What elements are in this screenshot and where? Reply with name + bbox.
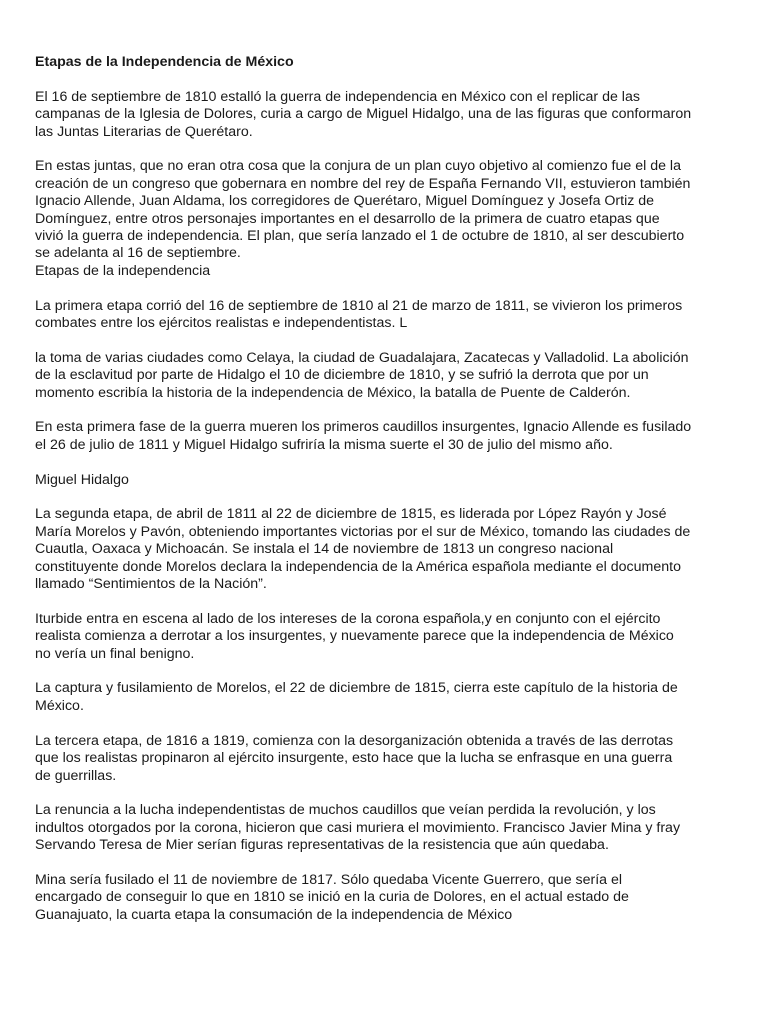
- section-heading-etapas: [35, 263, 735, 280]
- text-line: Ignacio Allende, Juan Aldama, los corregidores de Querétaro, Miguel Domínguez y Josefa Ortiz de: [35, 193, 655, 210]
- text-line: constituyente donde Morelos declara la independencia de la América española mediante el documento: [35, 558, 681, 575]
- text-line: las Juntas Literarias de Querétaro.: [35, 123, 253, 140]
- paragraph-11: [35, 872, 735, 924]
- text-line: Iturbide entra en escena al lado de los intereses de la corona española,y en conjunto con el ejército: [35, 610, 661, 627]
- text-line: indultos otorgados por la corona, hicieron que casi muriera el movimiento. Francisco Javier Mina y fray: [35, 819, 681, 836]
- caption-miguel-hidalgo: [35, 472, 735, 489]
- paragraph-4: [35, 350, 735, 402]
- text-line: realista comienza a derrotar a los insurgentes, y nuevamente parece que la independencia de México: [35, 628, 674, 645]
- text-line: de guerrillas.: [35, 767, 117, 784]
- text-line: momento escribía la historia de la independencia de México, la batalla de Puente de Calderón.: [35, 384, 631, 401]
- text-line: de la esclavitud por parte de Hidalgo el 10 de diciembre de 1810, y se sufrió la derrota que por un: [35, 367, 649, 384]
- text-line: Domínguez, entre otros personajes importantes en el desarrollo de la primera de cuatro etapas que: [35, 210, 660, 227]
- text-line: Servando Teresa de Mier serían figuras representativas de la resistencia que aún quedaba.: [35, 837, 609, 854]
- text-line: En estas juntas, que no eran otra cosa que la conjura de un plan cuyo objetivo al comienzo fue el de la: [35, 158, 681, 175]
- text-line: vivió la guerra de independencia. El plan, que sería lanzado el 1 de octubre de 1810, al ser descubierto: [35, 228, 685, 245]
- paragraph-3: [35, 298, 735, 333]
- text-line: la toma de varias ciudades como Celaya, la ciudad de Guadalajara, Zacatecas y Valladolid. La abolición: [35, 349, 689, 366]
- text-line: no vería un final benigno.: [35, 645, 195, 662]
- text-line: combates entre los ejércitos realistas e independentistas. L: [35, 315, 408, 332]
- paragraph-8: [35, 680, 735, 715]
- document-title: Etapas de la Independencia de México: [35, 54, 294, 70]
- paragraph-2: [35, 158, 735, 262]
- text-line: Etapas de la independencia: [35, 262, 211, 279]
- text-line: La segunda etapa, de abril de 1811 al 22 de diciembre de 1815, es liderada por López Rayón y José: [35, 506, 667, 523]
- text-line: Miguel Hidalgo: [35, 471, 129, 488]
- text-line: Cuautla, Oaxaca y Michoacán. Se instala el 14 de noviembre de 1813 un congreso nacional: [35, 541, 614, 558]
- text-line: campanas de la Iglesia de Dolores, curia a cargo de Miguel Hidalgo, una de las figuras que conformaron: [35, 106, 692, 123]
- text-line: La tercera etapa, de 1816 a 1819, comienza con la desorganización obtenida a través de las derrotas: [35, 732, 674, 749]
- text-line: La primera etapa corrió del 16 de septiembre de 1810 al 21 de marzo de 1811, se vivieron los primeros: [35, 297, 683, 314]
- text-line: Guanajuato, la cuarta etapa la consumación de la independencia de México: [35, 906, 513, 923]
- text-line: que los realistas propinaron al ejército insurgente, esto hace que la lucha se enfrasque en una guerra: [35, 750, 673, 767]
- text-line: encargado de conseguir lo que en 1810 se inició en la curia de Dolores, en el actual estado de: [35, 889, 629, 906]
- text-line: se adelanta al 16 de septiembre.: [35, 245, 241, 262]
- paragraph-1: [35, 89, 735, 141]
- text-line: El 16 de septiembre de 1810 estalló la guerra de independencia en México con el replicar de las: [35, 88, 640, 105]
- paragraph-9: [35, 733, 735, 785]
- text-line: En esta primera fase de la guerra mueren los primeros caudillos insurgentes, Ignacio Allende es fusilado: [35, 419, 692, 436]
- text-line: María Morelos y Pavón, obteniendo importantes victorias por el sur de México, tomando las ciudades de: [35, 523, 691, 540]
- document-page: [35, 54, 735, 942]
- text-line: el 26 de julio de 1811 y Miguel Hidalgo sufriría la misma suerte el 30 de julio del mismo año.: [35, 436, 613, 453]
- paragraph-10: [35, 802, 735, 854]
- text-line: creación de un congreso que gobernara en nombre del rey de España Fernando VII, estuvieron también: [35, 175, 691, 192]
- text-line: Mina sería fusilado el 11 de noviembre de 1817. Sólo quedaba Vicente Guerrero, que sería el: [35, 871, 623, 888]
- paragraph-7: [35, 611, 735, 663]
- paragraph-5: [35, 419, 735, 454]
- paragraph-6: [35, 506, 735, 593]
- text-line: llamado “Sentimientos de la Nación”.: [35, 576, 267, 593]
- text-line: México.: [35, 697, 84, 714]
- text-line: La captura y fusilamiento de Morelos, el 22 de diciembre de 1815, cierra este capítulo de la historia de: [35, 680, 678, 697]
- text-line: La renuncia a la lucha independentistas de muchos caudillos que veían perdida la revolución, y los: [35, 802, 656, 819]
